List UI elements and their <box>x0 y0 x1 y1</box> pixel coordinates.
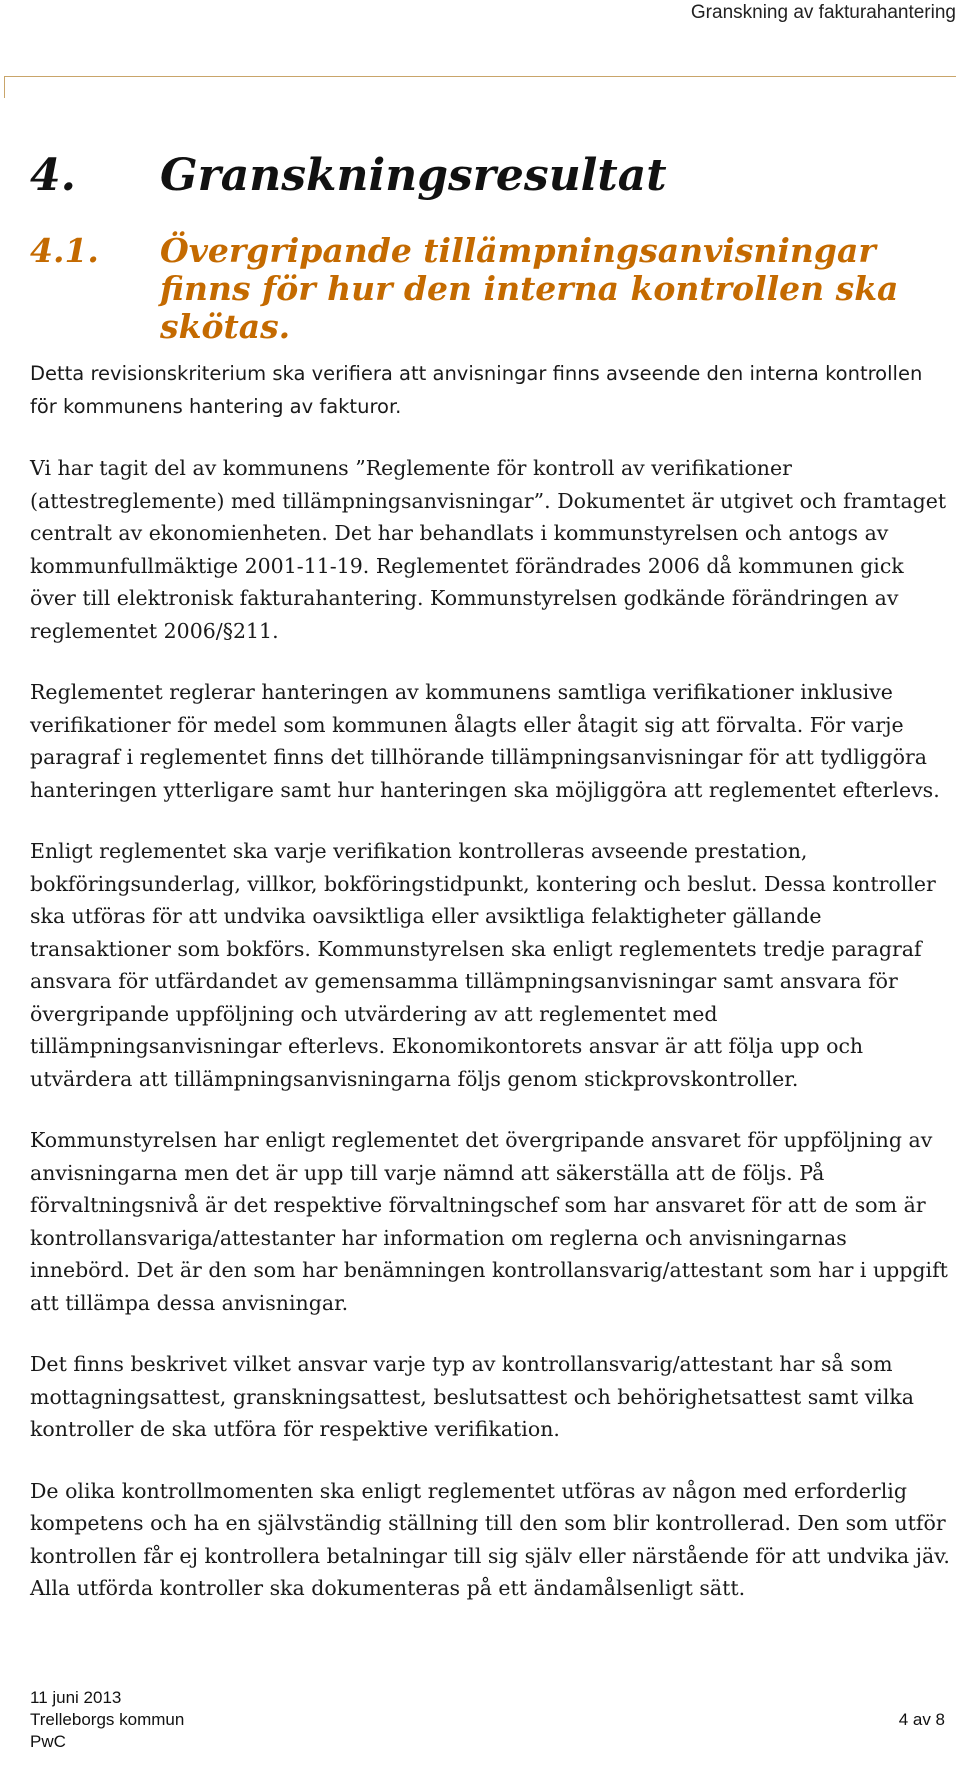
subsection-number: 4.1. <box>30 231 99 270</box>
header-title: Granskning av fakturahantering <box>690 2 956 23</box>
paragraph: Vi har tagit del av kommunens ”Reglemente för kontroll av verifikationer (attestreglemente) med tillämpningsanvisningar”. Dokumentet är utgivet och framtaget centralt av ekonomienheten. Det har behandlats i kommunstyrelsen och antogs av kommunfullmäktige 2001-11-19. Reglementet förändrades 2006 då kommunen gick över till elektronisk fakturahantering. Kommunstyrelsen godkände förändringen av reglementet 2006/§211. <box>30 456 947 643</box>
footer-company: PwC <box>30 1732 66 1751</box>
footer-organization: Trelleborgs kommun <box>30 1710 185 1729</box>
paragraph: Reglementet reglerar hanteringen av kommunens samtliga verifikationer inklusive verifikationer för medel som kommunen ålagts eller åtagit sig att förvalta. För varje paragraf i reglementet finns det tillhörande tillämpningsanvisningar för att tydliggöra hanteringen ytterligare samt hur hanteringen ska möjliggöra att reglementet efterlevs. <box>30 680 940 802</box>
section-title: Granskningsresultat <box>160 150 667 201</box>
paragraph: Detta revisionskriterium ska verifiera att anvisningar finns avseende den interna kontrollen för kommunens hantering av fakturor. <box>30 362 923 418</box>
paragraph: Kommunstyrelsen har enligt reglementet det övergripande ansvaret för uppföljning av anvisningarna men det är upp till varje nämnd att säkerställa att de följs. På förvaltningsnivå är det respektive förvaltningschef som har ansvaret för att de som är kontrollansvariga/attestanter har information om reglerna och anvisningarnas innebörd. Det är den som har benämningen kontrollansvarig/attestant som har i uppgift att tillämpa dessa anvisningar. <box>30 1128 948 1315</box>
header-rule <box>4 76 956 77</box>
section-heading <box>30 150 667 201</box>
page-number: 4 av 8 <box>898 1710 945 1729</box>
paragraph: Enligt reglementet ska varje verifikation kontrolleras avseende prestation, bokföringsunderlag, villkor, bokföringstidpunkt, kontering och beslut. Dessa kontroller ska utföras för att undvika oavsiktliga eller avsiktliga felaktigheter gällande transaktioner som bokförs. Kommunstyrelsen ska enligt reglementets tredje paragraf ansvara för utfärdandet av gemensamma tillämpningsanvisningar samt ansvara för övergripande uppföljning och utvärdering av att reglementet med tillämpningsanvisningar efterlevs. Ekonomikontorets ansvar är att följa upp och utvärdera att tillämpningsanvisningarna följs genom stickprovskontroller. <box>30 839 936 1091</box>
page-footer <box>30 1687 945 1753</box>
footer-date: 11 juni 2013 <box>30 1688 122 1707</box>
subsection-title: Övergripande tillämpningsanvisningar finns för hur den interna kontrollen ska skötas. <box>160 231 899 346</box>
section-number: 4. <box>30 150 76 201</box>
body-text <box>30 358 950 1634</box>
paragraph: Det finns beskrivet vilket ansvar varje typ av kontrollansvarig/attestant har så som mottagningsattest, granskningsattest, beslutsattest och behörighetsattest samt vilka kontroller de ska utföra för respektive verifikation. <box>30 1352 915 1441</box>
paragraph: De olika kontrollmomenten ska enligt reglementet utföras av någon med erforderlig kompetens och ha en självständig ställning till den som blir kontrollerad. Den som utför kontrollen får ej kontrollera betalningar till sig själv eller närstående för att undvika jäv. Alla utförda kontroller ska dokumenteras på ett ändamålsenligt sätt. <box>30 1478 950 1600</box>
subsection-heading <box>30 232 930 346</box>
header-rule-tick <box>4 76 5 98</box>
